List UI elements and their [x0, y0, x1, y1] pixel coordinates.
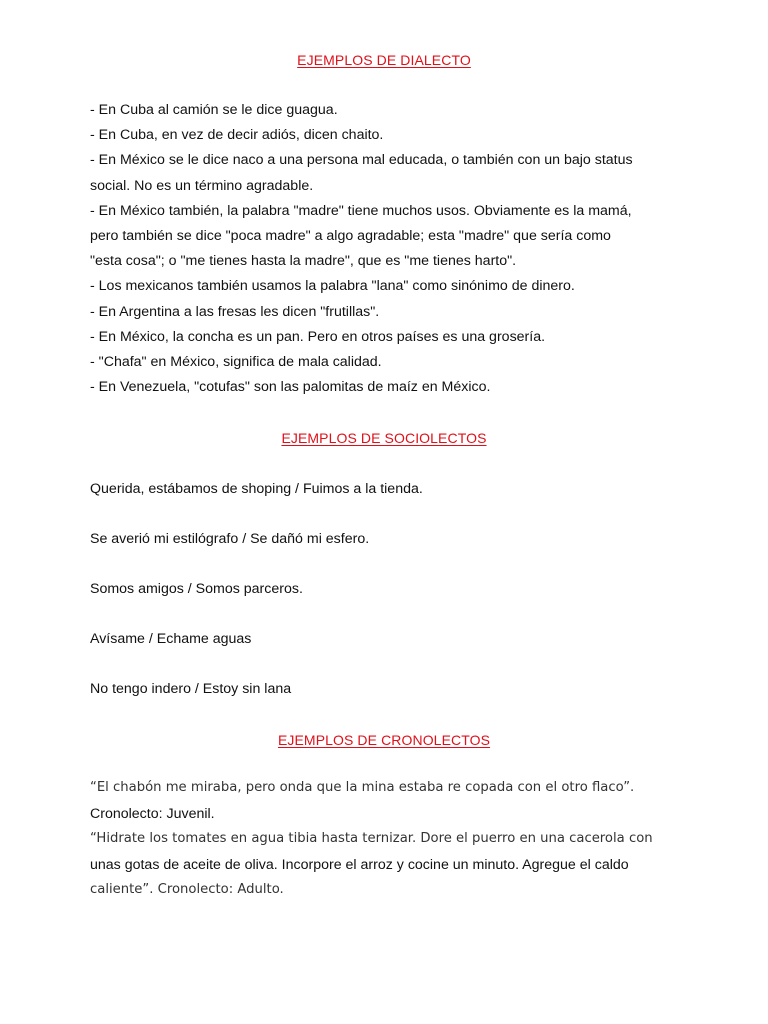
list-item: - En Cuba, en vez de decir adiós, dicen chaito.: [90, 127, 384, 144]
list-item: social. No es un término agradable.: [90, 177, 314, 194]
heading-sociolectos: EJEMPLOS DE SOCIOLECTOS: [281, 430, 487, 446]
heading-dialecto: EJEMPLOS DE DIALECTO: [297, 52, 471, 68]
cronolecto-quote-adulto: “Hidrate los tomates en agua tibia hasta ternizar. Dore el puerro en una cacerola con: [90, 831, 653, 846]
list-item: - En México también, la palabra "madre" tiene muchos usos. Obviamente es la mamá,: [90, 202, 632, 219]
cronolecto-label-juvenil: Cronolecto: Juvenil.: [90, 806, 215, 822]
cronolecto-label-adulto: caliente”. Cronolecto: Adulto.: [90, 882, 284, 897]
sociolecto-item: No tengo indero / Estoy sin lana: [90, 681, 292, 697]
list-item: - En México se le dice naco a una persona mal educada, o también con un bajo status: [90, 152, 633, 169]
list-item: - En México, la concha es un pan. Pero en otros países es una grosería.: [90, 328, 546, 345]
cronolectos-examples: [90, 778, 700, 908]
list-item: - "Chafa" en México, significa de mala calidad.: [90, 354, 382, 371]
list-item: - En Venezuela, "cotufas" son las palomitas de maíz en México.: [90, 379, 491, 396]
heading-cronolectos: EJEMPLOS DE CRONOLECTOS: [277, 732, 491, 748]
list-item: - En Argentina a las fresas les dicen "frutillas".: [90, 303, 380, 320]
cronolecto-quote-juvenil: “El chabón me miraba, pero onda que la mina estaba re copada con el otro flaco”.: [90, 780, 635, 795]
list-item: - Los mexicanos también usamos la palabra "lana" como sinónimo de dinero.: [90, 278, 575, 295]
list-item: pero también se dice "poca madre" a algo agradable; esta "madre" que sería como: [90, 228, 611, 245]
cronolecto-quote-adulto-cont: unas gotas de aceite de oliva. Incorpore el arroz y cocine un minuto. Agregue el caldo: [90, 857, 629, 873]
sociolecto-item: Querida, estábamos de shoping / Fuimos a la tienda.: [90, 481, 423, 497]
list-item: "esta cosa"; o "me tienes hasta la madre", que es "me tienes harto".: [90, 253, 517, 270]
sociolecto-item: Se averió mi estilógrafo / Se dañó mi esfero.: [90, 531, 370, 547]
sociolecto-item: Avísame / Echame aguas: [90, 631, 252, 647]
dialecto-list: [90, 98, 700, 400]
sociolecto-item: Somos amigos / Somos parceros.: [90, 581, 303, 597]
list-item: - En Cuba al camión se le dice guagua.: [90, 102, 338, 118]
